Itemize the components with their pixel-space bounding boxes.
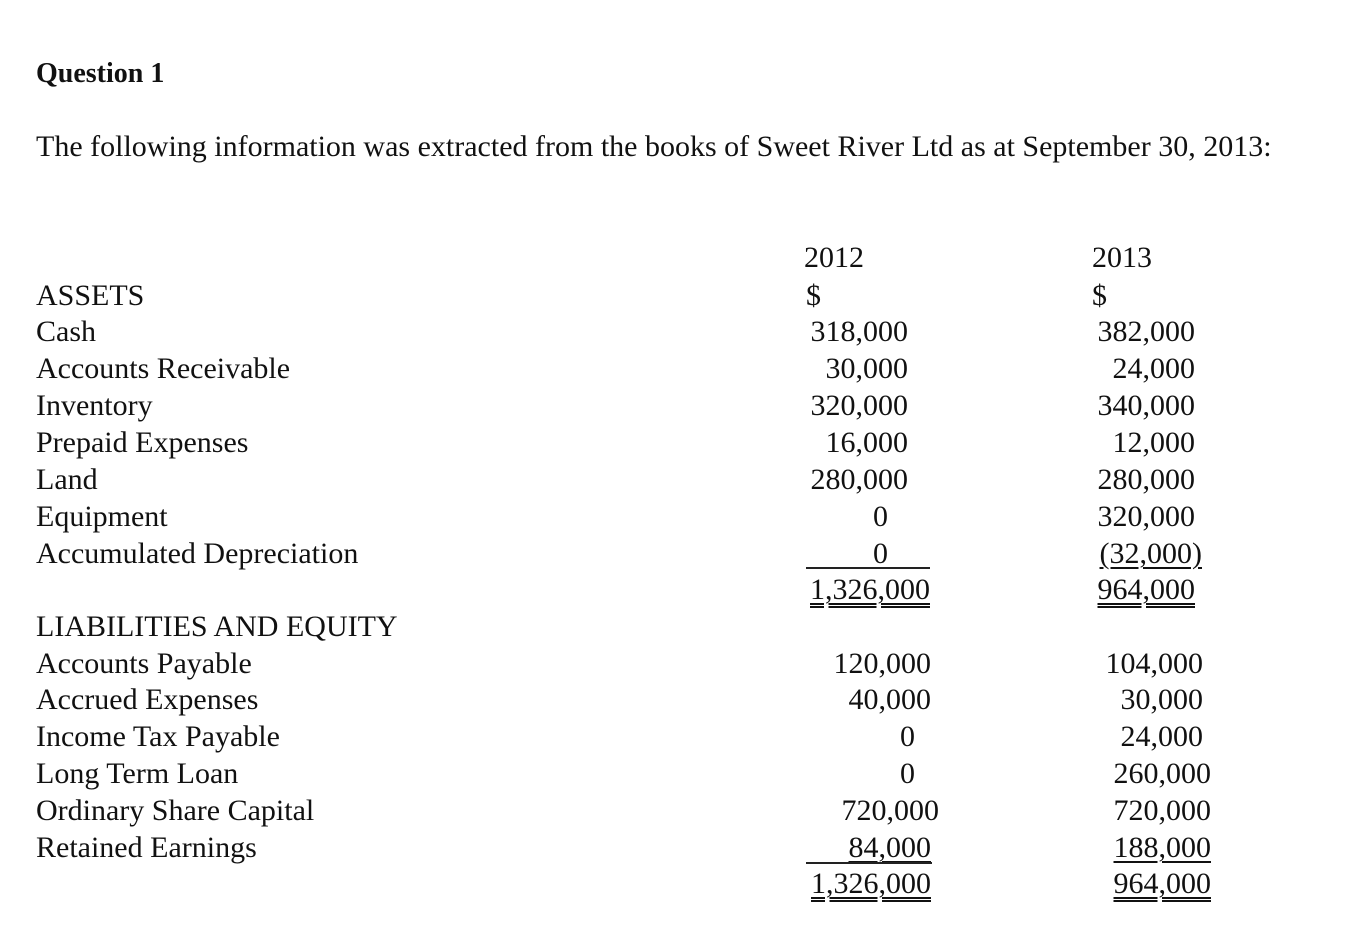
liability-value-2013: 260,000: [1113, 757, 1211, 790]
asset-label: Accumulated Depreciation: [36, 537, 359, 570]
asset-value-2012: 318,000: [810, 315, 908, 348]
liability-label: Income Tax Payable: [36, 720, 280, 753]
liabilities-heading: LIABILITIES AND EQUITY: [36, 610, 398, 643]
asset-value-2013: 12,000: [1112, 426, 1195, 459]
asset-label: Inventory: [36, 389, 153, 422]
liability-label: Accounts Payable: [36, 647, 252, 680]
liability-value-2013: 104,000: [1105, 647, 1203, 680]
liability-label: Retained Earnings: [36, 831, 257, 864]
assets-heading: ASSETS: [36, 279, 145, 312]
liability-value-2013: 720,000: [1113, 794, 1211, 827]
liability-value-2013: 188,000: [1113, 831, 1211, 864]
liability-label: Long Term Loan: [36, 757, 239, 790]
currency-2012: $: [806, 279, 821, 312]
liability-value-2012: 84,000: [848, 831, 931, 864]
question-title: Question 1: [36, 58, 165, 89]
subtotal-rule-2012: [806, 567, 930, 569]
currency-2013: $: [1092, 279, 1107, 312]
asset-value-2013: 24,000: [1112, 352, 1195, 385]
year-2012-header: 2012: [804, 241, 864, 274]
liability-value-2013: 30,000: [1120, 683, 1203, 716]
asset-label: Land: [36, 463, 98, 496]
asset-value-2013: 340,000: [1097, 389, 1195, 422]
assets-total-2012: 1,326,000: [810, 573, 930, 606]
asset-label: Prepaid Expenses: [36, 426, 249, 459]
asset-label: Accounts Receivable: [36, 352, 291, 385]
asset-value-2012: 16,000: [825, 426, 908, 459]
asset-value-2013: (32,000): [1099, 537, 1202, 570]
asset-value-2012: 320,000: [810, 389, 908, 422]
liability-value-2012: 720,000: [841, 794, 939, 827]
liability-label: Ordinary Share Capital: [36, 794, 315, 827]
liability-value-2012: 120,000: [833, 647, 931, 680]
asset-value-2012: 0: [873, 500, 888, 533]
asset-value-2012: 0: [873, 537, 888, 570]
liability-value-2012: 0: [900, 720, 915, 753]
asset-value-2012: 30,000: [825, 352, 908, 385]
asset-label: Cash: [36, 315, 96, 348]
liability-label: Accrued Expenses: [36, 683, 259, 716]
liabilities-total-2012: 1,326,000: [811, 867, 931, 900]
liability-value-2013: 24,000: [1120, 720, 1203, 753]
assets-total-2013: 964,000: [1097, 573, 1195, 606]
asset-value-2012: 280,000: [810, 463, 908, 496]
liability-value-2012: 40,000: [848, 683, 931, 716]
subtotal-rule-2012: [806, 862, 932, 864]
year-2013-header: 2013: [1092, 241, 1152, 274]
liability-value-2012: 0: [900, 757, 915, 790]
asset-value-2013: 382,000: [1097, 315, 1195, 348]
intro-paragraph: The following information was extracted from the books of Sweet River Ltd as at September 30, 2013:: [36, 130, 1272, 163]
asset-value-2013: 280,000: [1097, 463, 1195, 496]
liabilities-total-2013: 964,000: [1113, 867, 1211, 900]
asset-value-2013: 320,000: [1097, 500, 1195, 533]
asset-label: Equipment: [36, 500, 168, 533]
